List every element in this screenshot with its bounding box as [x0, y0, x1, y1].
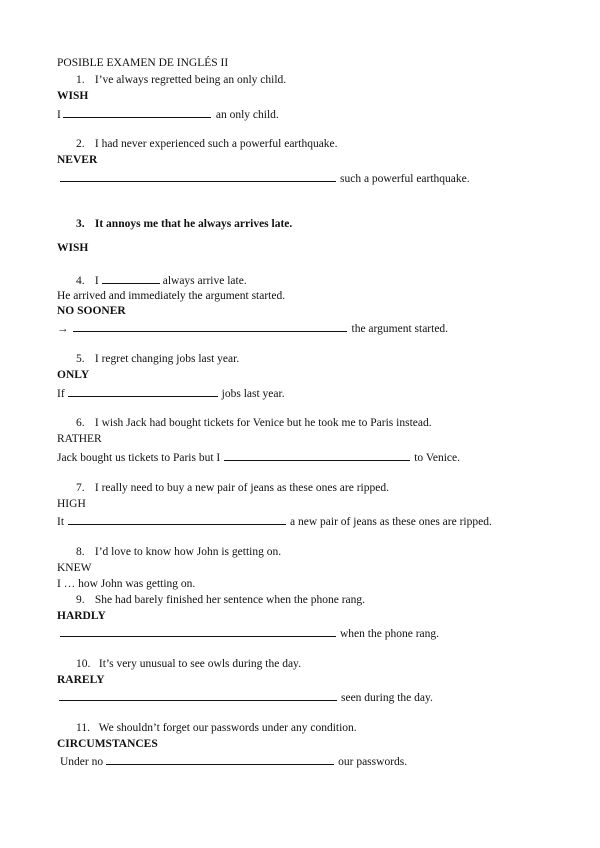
question-2 — [76, 137, 338, 151]
answer-line-4 — [57, 320, 448, 336]
question-number: 3. — [76, 218, 85, 230]
answer-prefix: Jack bought us tickets to Paris but I — [57, 452, 221, 464]
answer-blank[interactable] — [60, 170, 336, 182]
keyword-10: RARELY — [57, 674, 105, 686]
answer-suffix: such a powerful earthquake. — [340, 173, 470, 185]
question-number: 9. — [76, 594, 85, 606]
question-sentence: I wish Jack had bought tickets for Venice but he took me to Paris instead. — [94, 417, 432, 429]
answer-blank[interactable] — [68, 513, 286, 525]
keyword-1: WISH — [57, 90, 89, 102]
question-sentence: I really need to buy a new pair of jeans as these ones are ripped. — [94, 482, 389, 494]
question-9 — [76, 593, 365, 607]
question-sentence: We shouldn’t forget our passwords under any condition. — [98, 722, 357, 734]
keyword-8: KNEW — [57, 562, 92, 574]
answer-blank[interactable] — [59, 689, 337, 701]
question-11 — [76, 721, 357, 735]
question-10 — [76, 657, 301, 671]
answer-suffix: jobs last year. — [221, 388, 285, 400]
question-sentence: I’ve always regretted being an only child. — [94, 74, 287, 86]
answer-prefix: It — [57, 516, 65, 528]
question-number: 6. — [76, 417, 85, 429]
question-1 — [76, 73, 286, 87]
answer-suffix: an only child. — [215, 109, 279, 121]
answer-blank[interactable] — [60, 625, 336, 637]
answer-suffix: seen during the day. — [341, 692, 433, 704]
question-3 — [76, 217, 292, 231]
answer-blank[interactable] — [102, 272, 160, 284]
question-4 — [76, 272, 247, 288]
question-6 — [76, 416, 432, 430]
answer-blank[interactable] — [68, 385, 218, 397]
question-4-sentence: He arrived and immediately the argument started. — [57, 290, 286, 302]
arrow-icon: → — [57, 323, 69, 335]
answer-prefix: If — [57, 388, 65, 400]
question-number: 8. — [76, 546, 85, 558]
answer-suffix: our passwords. — [338, 756, 408, 768]
keyword-6: RATHER — [57, 433, 102, 445]
keyword-7: HIGH — [57, 498, 86, 510]
question-number: 7. — [76, 482, 85, 494]
question-number: 2. — [76, 138, 85, 150]
keyword-4: NO SOONER — [57, 305, 126, 317]
answer-line-2 — [57, 170, 470, 186]
answer-blank[interactable] — [224, 449, 410, 461]
question-8 — [76, 545, 281, 559]
question-number: 10. — [76, 658, 91, 670]
answer-blank[interactable] — [106, 753, 334, 765]
answer-line-11 — [57, 753, 407, 769]
answer-line-1 — [57, 106, 279, 122]
answer-line-6 — [57, 449, 460, 465]
answer-line-8: I … how John was getting on. — [57, 578, 196, 590]
answer-line-9 — [57, 625, 439, 641]
answer-suffix: always arrive late. — [162, 275, 247, 287]
keyword-9: HARDLY — [57, 610, 106, 622]
question-number: 1. — [76, 74, 85, 86]
question-number: 5. — [76, 353, 85, 365]
answer-suffix: to Venice. — [414, 452, 460, 464]
answer-suffix: the argument started. — [351, 323, 449, 335]
answer-suffix: a new pair of jeans as these ones are ripped. — [290, 516, 492, 528]
keyword-11: CIRCUMSTANCES — [57, 738, 158, 750]
keyword-3: WISH — [57, 242, 89, 254]
keyword-2: NEVER — [57, 154, 98, 166]
question-sentence: I had never experienced such a powerful earthquake. — [94, 138, 338, 150]
question-sentence: I’d love to know how John is getting on. — [94, 546, 282, 558]
answer-suffix: when the phone rang. — [340, 628, 439, 640]
answer-line-7 — [57, 513, 492, 529]
answer-line-5 — [57, 385, 285, 401]
question-5 — [76, 352, 239, 366]
question-sentence: I regret changing jobs last year. — [94, 353, 240, 365]
answer-prefix: I — [94, 275, 99, 287]
question-sentence: It’s very unusual to see owls during the day. — [98, 658, 301, 670]
answer-line-10 — [57, 689, 433, 705]
question-sentence: She had barely finished her sentence when the phone rang. — [94, 594, 366, 606]
question-sentence: It annoys me that he always arrives late. — [94, 218, 293, 230]
question-number: 4. — [76, 275, 85, 287]
answer-blank[interactable] — [63, 106, 211, 118]
keyword-5: ONLY — [57, 369, 90, 381]
question-7 — [76, 481, 389, 495]
question-number: 11. — [76, 722, 90, 734]
answer-prefix: Under no — [60, 756, 104, 768]
answer-blank[interactable] — [73, 320, 347, 332]
answer-prefix: I — [57, 109, 61, 121]
page-title: POSIBLE EXAMEN DE INGLÉS II — [57, 57, 229, 69]
